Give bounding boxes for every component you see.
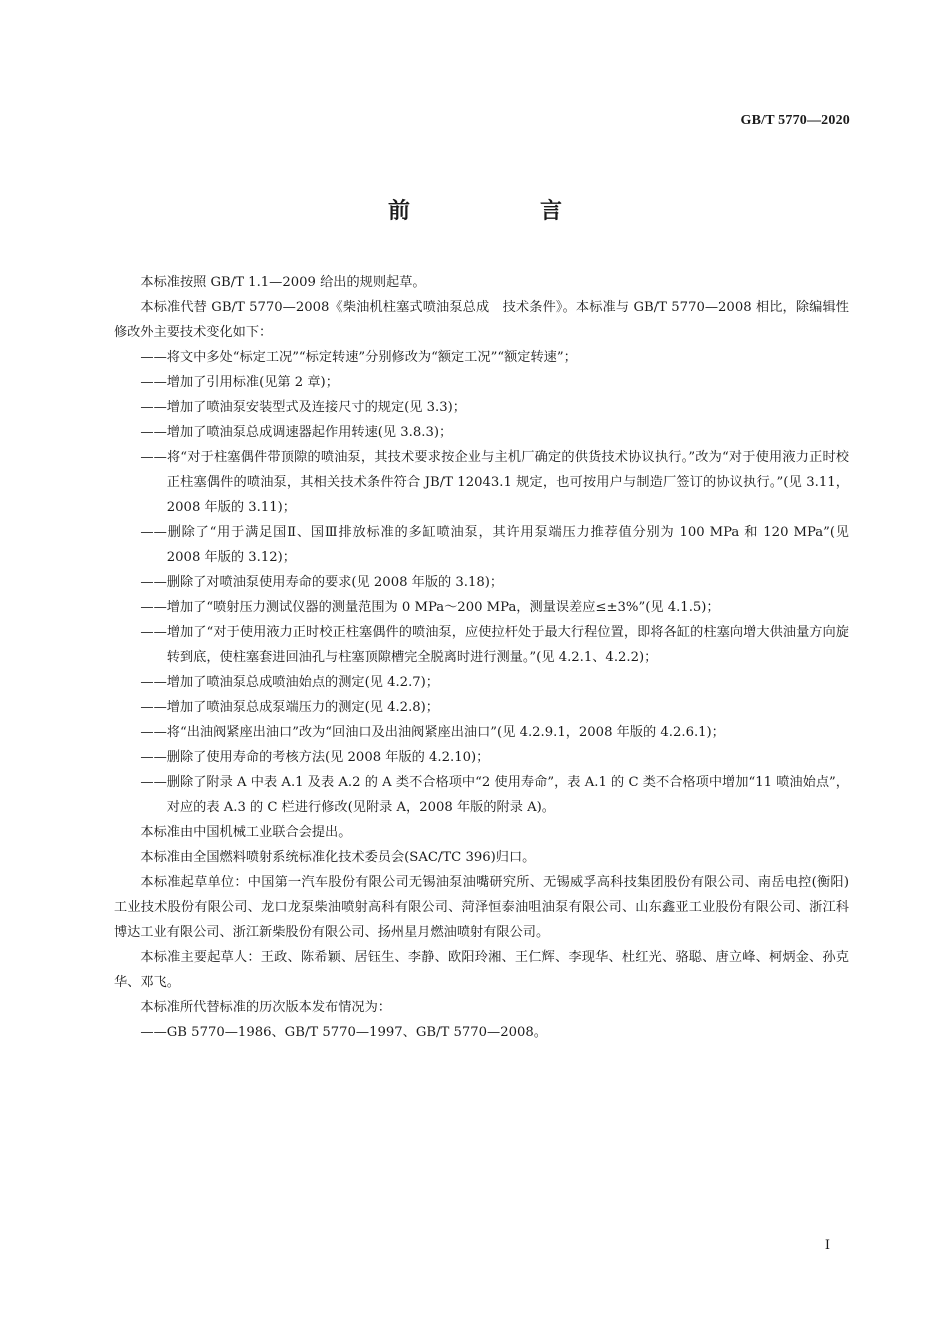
- document-body: [114, 270, 849, 1045]
- list-item: ——增加了喷油泵总成调速器起作用转速(见 3.8.3)；: [140, 425, 453, 440]
- paragraph-proposer: 本标准由中国机械工业联合会提出。: [140, 825, 352, 840]
- list-item: ——将“对于柱塞偶件带顶隙的喷油泵，其技术要求按企业与主机厂确定的供货技术协议执行。”改为“对于使用液力正时校正柱塞偶件的喷油泵，其相关技术条件符合 JB/T 12043.1 规定，也可按用户与制造厂签订的协议执行。”(见 3.11，2008 年版的 3.11)；: [140, 450, 849, 515]
- page-title: 前 言: [387, 199, 616, 224]
- paragraph-drafting-rule: 本标准按照 GB/T 1.1—2009 给出的规则起草。: [140, 275, 426, 290]
- paragraph-drafters: 本标准主要起草人：王政、陈希颖、居钰生、李静、欧阳玲湘、王仁辉、李现华、杜红光、骆聪、唐立峰、柯炳金、孙克华、邓飞。: [114, 950, 849, 990]
- changes-list: [114, 345, 849, 820]
- paragraph-history-intro: 本标准所代替标准的历次版本发布情况为：: [140, 1000, 391, 1015]
- list-item: ——增加了“对于使用液力正时校正柱塞偶件的喷油泵，应使拉杆处于最大行程位置，即将各缸的柱塞向增大供油量方向旋转到底，使柱塞套进回油孔与柱塞顶隙槽完全脱离时进行测量。”(见 4.2.1、4.2.2)；: [140, 625, 849, 665]
- list-item: ——删除了使用寿命的考核方法(见 2008 年版的 4.2.10)；: [140, 750, 490, 765]
- list-item: ——增加了引用标准(见第 2 章)；: [140, 375, 339, 390]
- list-item: ——增加了喷油泵安装型式及连接尺寸的规定(见 3.3)；: [140, 400, 466, 415]
- list-item: ——增加了喷油泵总成喷油始点的测定(见 4.2.7)；: [140, 675, 439, 690]
- list-item: ——删除了“用于满足国Ⅱ、国Ⅲ排放标准的多缸喷油泵，其许用泵端压力推荐值分别为 100 MPa 和 120 MPa”(见 2008 年版的 3.12)；: [140, 525, 849, 565]
- list-item: ——将“出油阀紧座出油口”改为“回油口及出油阀紧座出油口”(见 4.2.9.1，2008 年版的 4.2.6.1)；: [140, 725, 725, 740]
- paragraph-replacement: 本标准代替 GB/T 5770—2008《柴油机柱塞式喷油泵总成 技术条件》。本标准与 GB/T 5770—2008 相比，除编辑性修改外主要技术变化如下：: [114, 300, 849, 340]
- list-item: ——增加了喷油泵总成泵端压力的测定(见 4.2.8)；: [140, 700, 439, 715]
- list-item: ——删除了附录 A 中表 A.1 及表 A.2 的 A 类不合格项中“2 使用寿命”，表 A.1 的 C 类不合格项中增加“11 喷油始点”，对应的表 A.3 的 C 栏进行修改(见附录 A，2008 年版的附录 A)。: [140, 775, 849, 815]
- list-item: ——增加了“喷射压力测试仪器的测量范围为 0 MPa～200 MPa，测量误差应≤±3%”(见 4.1.5)；: [140, 600, 720, 615]
- list-item: ——删除了对喷油泵使用寿命的要求(见 2008 年版的 3.18)；: [140, 575, 504, 590]
- list-item: ——将文中多处“标定工况”“标定转速”分别修改为“额定工况”“额定转速”；: [140, 350, 577, 365]
- history-item: ——GB 5770—1986、GB/T 5770—1997、GB/T 5770—2008。: [140, 1025, 547, 1040]
- paragraph-drafting-units: 本标准起草单位：中国第一汽车股份有限公司无锡油泵油嘴研究所、无锡威孚高科技集团股份有限公司、南岳电控(衡阳)工业技术股份有限公司、龙口龙泵柴油喷射高科有限公司、菏泽恒泰油咀油泵有限公司、山东鑫亚工业股份有限公司、浙江科博达工业有限公司、浙江新柴股份有限公司、扬州星月燃油喷射有限公司。: [114, 875, 849, 940]
- page-number: I: [824, 1238, 830, 1253]
- paragraph-committee: 本标准由全国燃料喷射系统标准化技术委员会(SAC/TC 396)归口。: [140, 850, 536, 865]
- standard-code: GB/T 5770—2020: [740, 113, 850, 128]
